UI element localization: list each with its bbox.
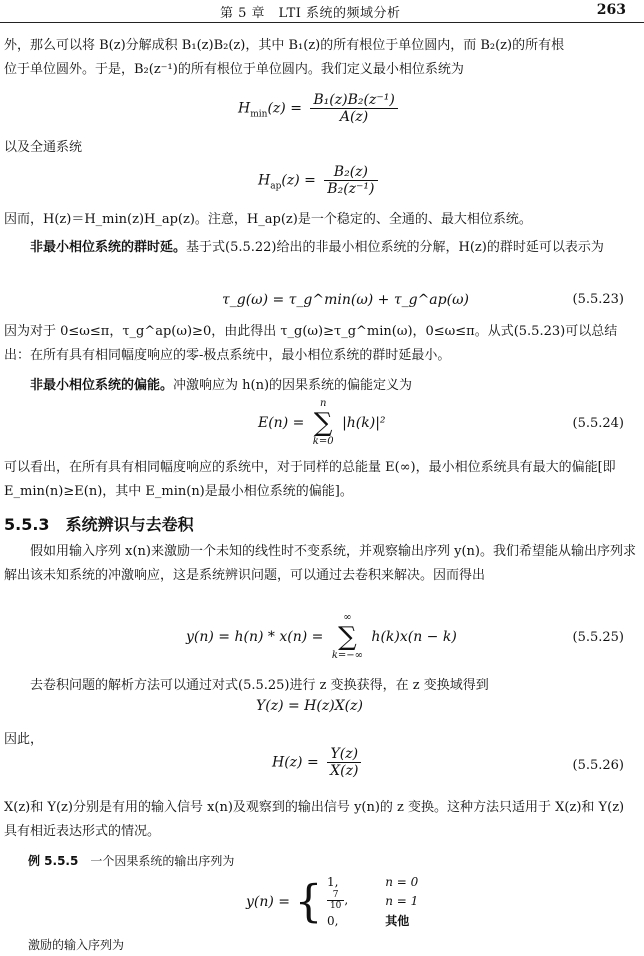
paragraph-decomposition: 因而，H(z)＝H_min(z)H_ap(z)。注意，H_ap(z)是一个稳定的、全通的、最大相位系统。 [4, 212, 532, 227]
paragraph-method-note: X(z)和 Y(z)分别是有用的输入信号 x(n)及观察到的输出信号 y(n)的 z 变换。这种方法只适用于 X(z)和 Y(z)具有相近表达形式的情况。 [4, 800, 625, 839]
chapter-title: 第 5 章 LTI 系统的频域分析 [220, 6, 401, 21]
section-heading: 5.5.3 系统辨识与去卷积 [4, 515, 194, 534]
paragraph-partial-energy: 非最小相位系统的偏能。冲激响应为 h(n)的因果系统的偏能定义为 [30, 378, 413, 393]
paragraph-therefore: 因此， [4, 732, 44, 747]
summation: ∞ ∑ k=−∞ [331, 612, 363, 661]
equation-group-delay: τ_g(ω) = τ_g^min(ω) + τ_g^ap(ω) (5.5.23) [222, 292, 624, 308]
equation-piecewise: y(n) = { 1, n = 0 $\frac{7}{10}$ , n = 1 0, 其他 [246, 875, 419, 928]
equation-transfer-function: H(z) = $\frac{Y(z)}{X(z)}$ (5.5.26) [272, 746, 624, 779]
example-heading: 例 5.5.5 一个因果系统的输出序列为 [28, 854, 235, 868]
equation-number: (5.5.23) [572, 292, 624, 307]
paragraph-deconvolution: 去卷积问题的解析方法可以通过对式(5.5.25)进行 z 变换获得，在 z 变换域得到 [30, 678, 489, 693]
equation-partial-energy: E(n) = n ∑ k=0 |h(k)|² (5.5.24) [258, 398, 624, 447]
equation-hap: $H_{ap}(z)$ = $\frac{\text{B₂(z)}}{\text{B₂(z⁻¹)}}$ [0, 160, 644, 210]
equation-number: (5.5.24) [572, 416, 624, 431]
summation: n ∑ k=0 [312, 398, 334, 447]
paragraph-group-delay: 非最小相位系统的群时延。基于式(5.5.22)给出的非最小相位系统的分解，H(z)的群时延可以表示为 [30, 240, 604, 255]
intro-line-2: 位于单位圆外。于是，B₂(z⁻¹)的所有根位于单位圆内。我们定义最小相位系统为 [4, 62, 464, 77]
fraction: $\frac{7}{10}$ [327, 890, 344, 911]
partial-energy-heading: 非最小相位系统的偏能。 [30, 378, 174, 393]
paragraph-group-delay-conclusion: 因为对于 0≤ω≤π，τ_g^ap(ω)≥0，由此得出 τ_g(ω)≥τ_g^min(ω)，0≤ω≤π。从式(5.5.23)可以总结出：在所有具有相同幅度响应的零-极点系统中，最小相位系统的群时延最小。 [4, 324, 618, 363]
paragraph-intro [4, 34, 636, 82]
piecewise-cases [327, 874, 419, 930]
group-delay-heading: 非最小相位系统的群时延。 [30, 240, 187, 255]
equation-convolution: y(n) = h(n) * x(n) = ∞ ∑ k=−∞ h(k)x(n − k) (5.5.25) [186, 612, 624, 661]
equation-hmin: $H_{min}(z)$ = $\frac{\text{B₁(z)B₂(z⁻¹)}}{A(z)}$ [0, 88, 644, 136]
equation-number: (5.5.26) [572, 758, 624, 773]
continuation-text: 激励的输入序列为 [28, 938, 125, 952]
fraction: $\frac{Y(z)}{X(z)}$ [327, 746, 361, 779]
paragraph-energy-conclusion: 可以看出，在所有具有相同幅度响应的系统中，对于同样的总能量 E(∞)，最小相位系统具有最大的偏能[即 E_min(n)≥E(n)，其中 E_min(n)是最小相位系统的偏能]。 [4, 460, 616, 499]
case-row: $\frac{7}{10}$ , n = 1 [327, 890, 419, 911]
equation-number: (5.5.25) [572, 630, 624, 645]
example-label: 例 5.5.5 [28, 854, 79, 868]
fraction: $\frac{\text{B₁(z)B₂(z⁻¹)}}{A(z)}$ [310, 92, 397, 125]
fraction: $\frac{\text{B₂(z)}}{\text{B₂(z⁻¹)}}$ [324, 164, 377, 197]
case-row: 0, 其他 [326, 913, 410, 928]
paragraph-system-identification: 假如用输入序列 x(n)来激励一个未知的线性时不变系统，并观察输出序列 y(n)。我们希望能从输出序列求解出该未知系统的冲激响应，这是系统辨识问题，可以通过去卷积来解决。因而得出 [4, 544, 636, 583]
page-number: 263 [596, 2, 626, 18]
case-row: 1, n = 0 [326, 875, 419, 889]
page-header [0, 0, 644, 23]
equation-z-domain: Y(z) = H(z)X(z) [256, 698, 363, 714]
intro-line-1: 外，那么可以将 B(z)分解成积 B₁(z)B₂(z)，其中 B₁(z)的所有根位于单位圆内，而 B₂(z)的所有根 [4, 38, 565, 53]
paragraph-allpass-intro: 以及全通系统 [4, 140, 83, 155]
